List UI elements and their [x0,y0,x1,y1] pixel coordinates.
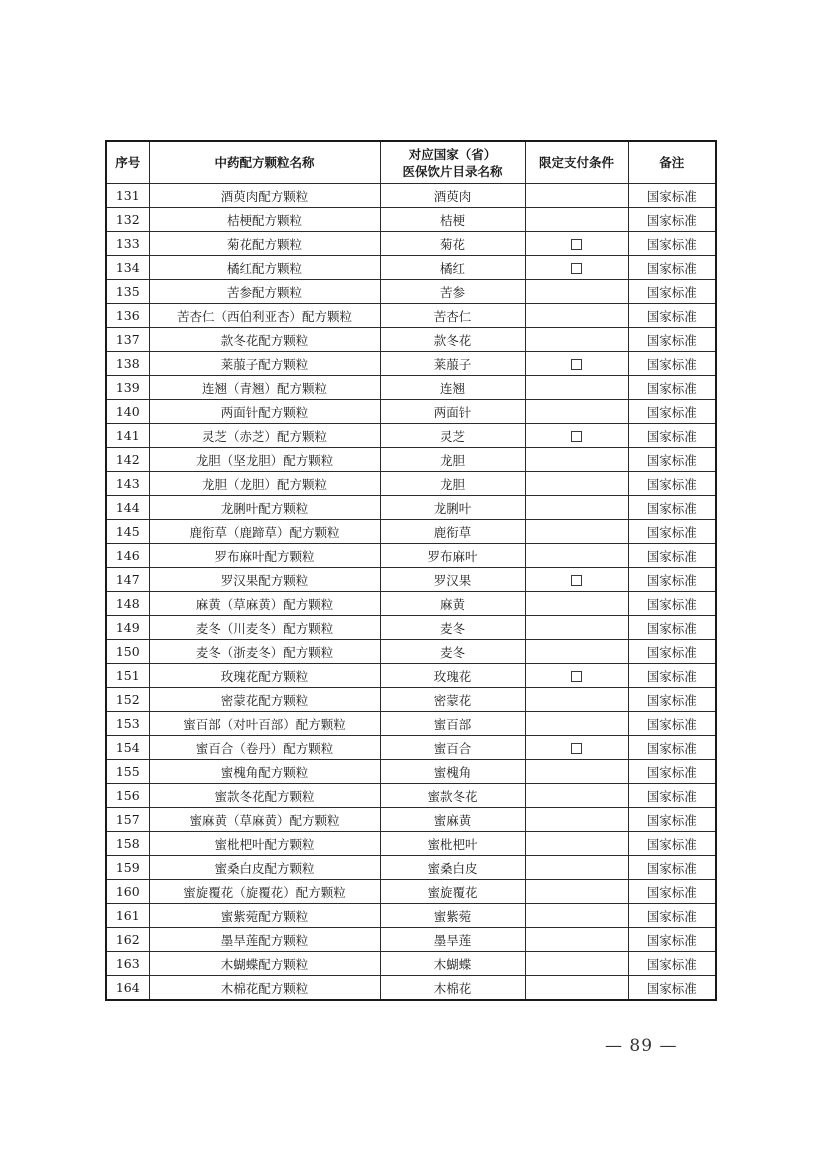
row-remark: 国家标准 [628,520,716,544]
row-remark: 国家标准 [628,808,716,832]
row-catalog-name: 龙胆 [380,472,525,496]
row-remark: 国家标准 [628,328,716,352]
table-row [106,904,716,928]
table-body [106,184,716,1001]
row-catalog-name: 菊花 [380,232,525,256]
catalog-table [105,140,717,1001]
row-number: 152 [106,688,149,712]
row-catalog-name: 木蝴蝶 [380,952,525,976]
row-number: 132 [106,208,149,232]
row-payment-condition [525,376,628,400]
row-granule-name: 麦冬（浙麦冬）配方颗粒 [149,640,380,664]
table-row [106,400,716,424]
row-granule-name: 莱菔子配方颗粒 [149,352,380,376]
row-payment-condition [525,784,628,808]
table-row [106,640,716,664]
row-payment-condition [525,928,628,952]
row-catalog-name: 酒萸肉 [380,184,525,208]
table-row [106,208,716,232]
row-number: 143 [106,472,149,496]
row-catalog-name: 蜜旋覆花 [380,880,525,904]
checkbox-square-icon [571,263,582,274]
page-number: — 89 — [605,1036,678,1056]
row-catalog-name: 苦杏仁 [380,304,525,328]
row-number: 151 [106,664,149,688]
row-granule-name: 密蒙花配方颗粒 [149,688,380,712]
table-row [106,856,716,880]
row-remark: 国家标准 [628,352,716,376]
row-number: 162 [106,928,149,952]
row-number: 147 [106,568,149,592]
row-payment-condition [525,352,628,376]
row-remark: 国家标准 [628,496,716,520]
row-catalog-name: 玫瑰花 [380,664,525,688]
row-granule-name: 罗汉果配方颗粒 [149,568,380,592]
table-row [106,448,716,472]
row-number: 146 [106,544,149,568]
row-number: 135 [106,280,149,304]
table-row [106,280,716,304]
row-payment-condition [525,328,628,352]
row-granule-name: 蜜桑白皮配方颗粒 [149,856,380,880]
row-number: 155 [106,760,149,784]
row-number: 144 [106,496,149,520]
row-granule-name: 连翘（青翘）配方颗粒 [149,376,380,400]
header-remark: 备注 [628,141,716,184]
header-catalog-line1: 对应国家（省） [408,146,497,162]
row-catalog-name: 灵芝 [380,424,525,448]
row-granule-name: 橘红配方颗粒 [149,256,380,280]
row-granule-name: 两面针配方颗粒 [149,400,380,424]
row-number: 164 [106,976,149,1001]
table-row [106,496,716,520]
row-number: 131 [106,184,149,208]
row-number: 150 [106,640,149,664]
row-payment-condition [525,952,628,976]
table-row [106,424,716,448]
table-row [106,568,716,592]
row-payment-condition [525,832,628,856]
row-number: 133 [106,232,149,256]
row-payment-condition [525,976,628,1001]
row-catalog-name: 桔梗 [380,208,525,232]
row-remark: 国家标准 [628,928,716,952]
row-payment-condition [525,448,628,472]
table-row [106,760,716,784]
table-row [106,304,716,328]
row-payment-condition [525,568,628,592]
row-granule-name: 苦杏仁（西伯利亚杏）配方颗粒 [149,304,380,328]
row-number: 141 [106,424,149,448]
row-number: 137 [106,328,149,352]
row-number: 153 [106,712,149,736]
header-no: 序号 [106,141,149,184]
table-row [106,328,716,352]
row-payment-condition [525,688,628,712]
row-payment-condition [525,592,628,616]
row-payment-condition [525,496,628,520]
row-remark: 国家标准 [628,184,716,208]
row-payment-condition [525,808,628,832]
row-remark: 国家标准 [628,448,716,472]
row-catalog-name: 墨旱莲 [380,928,525,952]
row-catalog-name: 蜜麻黄 [380,808,525,832]
checkbox-square-icon [571,575,582,586]
table-row [106,472,716,496]
header-name: 中药配方颗粒名称 [149,141,380,184]
row-catalog-name: 木棉花 [380,976,525,1001]
row-catalog-name: 蜜桑白皮 [380,856,525,880]
table-row [106,232,716,256]
row-number: 140 [106,400,149,424]
row-catalog-name: 连翘 [380,376,525,400]
row-payment-condition [525,400,628,424]
table-row [106,520,716,544]
header-catalog-line2: 医保饮片目录名称 [402,163,503,179]
header-row [106,141,716,184]
table-row [106,376,716,400]
row-catalog-name: 蜜紫菀 [380,904,525,928]
row-payment-condition [525,208,628,232]
row-payment-condition [525,280,628,304]
row-payment-condition [525,640,628,664]
table-row [106,256,716,280]
row-remark: 国家标准 [628,760,716,784]
row-granule-name: 墨旱莲配方颗粒 [149,928,380,952]
row-granule-name: 蜜百合（卷丹）配方颗粒 [149,736,380,760]
checkbox-square-icon [571,743,582,754]
table-row [106,736,716,760]
table-row [106,880,716,904]
row-remark: 国家标准 [628,544,716,568]
row-number: 149 [106,616,149,640]
row-granule-name: 龙胆（龙胆）配方颗粒 [149,472,380,496]
row-catalog-name: 苦参 [380,280,525,304]
row-granule-name: 蜜旋覆花（旋覆花）配方颗粒 [149,880,380,904]
table-row [106,784,716,808]
row-number: 154 [106,736,149,760]
row-remark: 国家标准 [628,568,716,592]
row-remark: 国家标准 [628,976,716,1001]
row-remark: 国家标准 [628,208,716,232]
table-row [106,592,716,616]
row-remark: 国家标准 [628,304,716,328]
row-remark: 国家标准 [628,232,716,256]
row-granule-name: 蜜麻黄（草麻黄）配方颗粒 [149,808,380,832]
checkbox-square-icon [571,431,582,442]
row-catalog-name: 罗布麻叶 [380,544,525,568]
row-payment-condition [525,664,628,688]
table-row [106,808,716,832]
row-granule-name: 灵芝（赤芝）配方颗粒 [149,424,380,448]
row-remark: 国家标准 [628,664,716,688]
table-row [106,664,716,688]
table-row [106,832,716,856]
row-payment-condition [525,520,628,544]
row-payment-condition [525,232,628,256]
row-remark: 国家标准 [628,616,716,640]
row-catalog-name: 蜜槐角 [380,760,525,784]
checkbox-square-icon [571,359,582,370]
row-granule-name: 罗布麻叶配方颗粒 [149,544,380,568]
row-granule-name: 蜜枇杷叶配方颗粒 [149,832,380,856]
row-number: 156 [106,784,149,808]
row-remark: 国家标准 [628,640,716,664]
row-granule-name: 龙胆（坚龙胆）配方颗粒 [149,448,380,472]
table-row [106,352,716,376]
row-catalog-name: 蜜百部 [380,712,525,736]
row-granule-name: 蜜槐角配方颗粒 [149,760,380,784]
row-remark: 国家标准 [628,400,716,424]
row-catalog-name: 鹿衔草 [380,520,525,544]
row-catalog-name: 两面针 [380,400,525,424]
row-remark: 国家标准 [628,880,716,904]
row-granule-name: 桔梗配方颗粒 [149,208,380,232]
row-catalog-name: 密蒙花 [380,688,525,712]
row-payment-condition [525,616,628,640]
row-granule-name: 玫瑰花配方颗粒 [149,664,380,688]
row-remark: 国家标准 [628,376,716,400]
row-payment-condition [525,304,628,328]
row-catalog-name: 橘红 [380,256,525,280]
row-payment-condition [525,736,628,760]
row-remark: 国家标准 [628,592,716,616]
table-row [106,928,716,952]
row-number: 148 [106,592,149,616]
row-remark: 国家标准 [628,424,716,448]
table-row [106,616,716,640]
row-number: 163 [106,952,149,976]
header-catalog [380,141,525,184]
row-number: 134 [106,256,149,280]
row-payment-condition [525,424,628,448]
row-granule-name: 菊花配方颗粒 [149,232,380,256]
row-number: 136 [106,304,149,328]
row-payment-condition [525,904,628,928]
row-remark: 国家标准 [628,736,716,760]
row-catalog-name: 蜜枇杷叶 [380,832,525,856]
row-number: 138 [106,352,149,376]
row-catalog-name: 龙脷叶 [380,496,525,520]
row-payment-condition [525,256,628,280]
row-remark: 国家标准 [628,832,716,856]
row-remark: 国家标准 [628,688,716,712]
row-granule-name: 苦参配方颗粒 [149,280,380,304]
row-payment-condition [525,184,628,208]
row-number: 160 [106,880,149,904]
row-granule-name: 蜜百部（对叶百部）配方颗粒 [149,712,380,736]
table-row [106,976,716,1001]
row-remark: 国家标准 [628,712,716,736]
header-condition: 限定支付条件 [525,141,628,184]
row-granule-name: 麦冬（川麦冬）配方颗粒 [149,616,380,640]
table-row [106,952,716,976]
row-number: 159 [106,856,149,880]
row-catalog-name: 龙胆 [380,448,525,472]
row-granule-name: 木棉花配方颗粒 [149,976,380,1001]
row-number: 139 [106,376,149,400]
row-number: 158 [106,832,149,856]
row-number: 157 [106,808,149,832]
table-row [106,184,716,208]
row-payment-condition [525,760,628,784]
row-granule-name: 龙脷叶配方颗粒 [149,496,380,520]
row-granule-name: 麻黄（草麻黄）配方颗粒 [149,592,380,616]
row-number: 161 [106,904,149,928]
row-catalog-name: 莱菔子 [380,352,525,376]
row-number: 145 [106,520,149,544]
row-remark: 国家标准 [628,280,716,304]
row-remark: 国家标准 [628,952,716,976]
row-granule-name: 蜜紫菀配方颗粒 [149,904,380,928]
row-payment-condition [525,712,628,736]
table-row [106,544,716,568]
row-catalog-name: 蜜百合 [380,736,525,760]
checkbox-square-icon [571,671,582,682]
row-granule-name: 蜜款冬花配方颗粒 [149,784,380,808]
row-granule-name: 款冬花配方颗粒 [149,328,380,352]
row-catalog-name: 麦冬 [380,616,525,640]
row-remark: 国家标准 [628,472,716,496]
row-catalog-name: 款冬花 [380,328,525,352]
row-payment-condition [525,856,628,880]
row-payment-condition [525,880,628,904]
row-remark: 国家标准 [628,856,716,880]
table-row [106,712,716,736]
row-catalog-name: 罗汉果 [380,568,525,592]
row-catalog-name: 蜜款冬花 [380,784,525,808]
table-row [106,688,716,712]
row-catalog-name: 麻黄 [380,592,525,616]
row-number: 142 [106,448,149,472]
row-payment-condition [525,472,628,496]
row-remark: 国家标准 [628,904,716,928]
row-payment-condition [525,544,628,568]
row-remark: 国家标准 [628,256,716,280]
row-remark: 国家标准 [628,784,716,808]
checkbox-square-icon [571,239,582,250]
row-catalog-name: 麦冬 [380,640,525,664]
row-granule-name: 木蝴蝶配方颗粒 [149,952,380,976]
row-granule-name: 酒萸肉配方颗粒 [149,184,380,208]
row-granule-name: 鹿衔草（鹿蹄草）配方颗粒 [149,520,380,544]
